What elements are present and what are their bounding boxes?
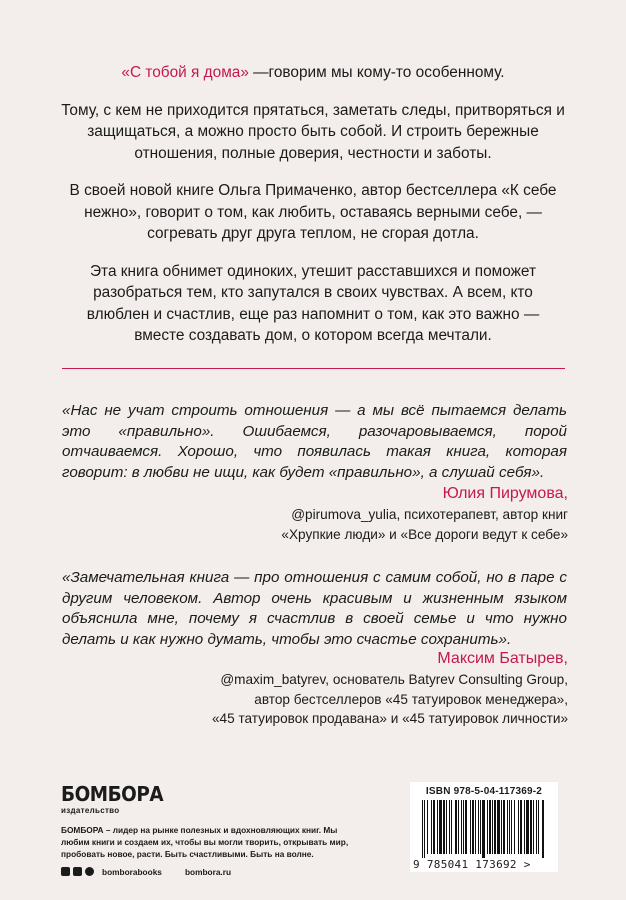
- barcode-bar: [458, 800, 459, 854]
- reviewer-info-2-line-1: @maxim_batyrev, основатель Batyrev Consulting Group,: [220, 672, 568, 687]
- reviewer-info-1-line-2: «Хрупкие люди» и «Все дороги ведут к себе»: [281, 526, 568, 542]
- barcode-bar: [478, 800, 479, 854]
- barcode-bar: [433, 800, 435, 854]
- barcode-bars: [422, 800, 546, 858]
- review-quote-1: «Нас не учат строить отношения — а мы всё пытаемся делать это «правильно». Ошибаемся, разочаровываемся, порой отчаиваемся. Хорошо, что появилась такая книга, которая говорит: в любви не ищи, как будет «правильно», а слушай себя».: [62, 402, 567, 481]
- barcode-bar: [470, 800, 471, 854]
- blurb-paragraph-3: В своей новой книге Ольга Примаченко, автор бестселлера «К себе нежно», говорит о том, как любить, оставаясь верными себе, — согревать друг друга теплом, не сгорая дотла.: [69, 182, 557, 242]
- barcode-bar: [520, 800, 522, 854]
- barcode-bar: [492, 800, 493, 854]
- publisher-description: БОМБОРА – лидер на рынке полезных и вдохновляющих книг. Мы любим книги и создаем их, чтобы вы могли творить, открывать мир, пробовать новое, расти. Быть счастливыми. Быть на волне.: [61, 825, 349, 860]
- barcode-bar: [507, 800, 508, 854]
- barcode-bar: [518, 800, 519, 854]
- barcode-bar: [524, 800, 525, 854]
- publisher-block: [61, 784, 361, 877]
- barcode-bar: [497, 800, 500, 854]
- barcode-bar: [494, 800, 496, 854]
- barcode-bar: [446, 800, 447, 854]
- barcode-bar: [475, 800, 476, 854]
- barcode-bar: [422, 800, 423, 858]
- barcode-bar: [465, 800, 467, 854]
- review-attribution-2: [212, 648, 568, 729]
- blurb-title-quote: «С тобой я дома»: [121, 64, 249, 81]
- reviewer-info-2-line-3: «45 татуировок продавана» и «45 татуировок личности»: [212, 711, 568, 726]
- review-quote-2: «Замечательная книга — про отношения с самим собой, но в паре с другим человеком. Автор очень красивым и жизненным языком объяснила мне, почему я счастлив в своей семье и что нужно делать и как нужно думать, чтобы это счастье сохранить».: [62, 569, 567, 648]
- barcode-bar: [461, 800, 462, 854]
- barcode-bar: [480, 800, 481, 854]
- barcode-bar: [451, 800, 452, 854]
- publisher-handle: bomborabooks: [102, 866, 162, 877]
- barcode-bar: [439, 800, 442, 854]
- blurb-paragraph-1: [60, 62, 566, 84]
- barcode-bar: [503, 800, 505, 854]
- barcode-bar: [542, 800, 544, 858]
- blurb-paragraph-4: Эта книга обнимет одиноких, утешит расставшихся и поможет разобраться тем, кто запутался в своих чувствах. А всем, кто влюблен и счастлив, еще раз напомнит о том, как это важно — вместе создавать дом, о котором всегда мечтали.: [86, 262, 540, 344]
- vk-icon: [61, 867, 70, 876]
- barcode-bar: [424, 800, 425, 858]
- barcode-number: 9 785041 173692 >: [413, 858, 531, 871]
- barcode-bar: [530, 800, 532, 854]
- barcode-bar: [526, 800, 529, 854]
- publisher-social: [61, 867, 361, 877]
- barcode-bar: [487, 800, 488, 854]
- publisher-site: bombora.ru: [184, 866, 232, 877]
- odnoklassniki-icon: [73, 867, 82, 876]
- barcode-bar: [427, 800, 428, 854]
- reviewer-info-2-line-2: автор бестселлеров «45 татуировок менеджера»,: [254, 691, 568, 707]
- telegram-icon: [85, 867, 94, 876]
- publisher-logo: БОМБОРА: [61, 782, 164, 806]
- barcode-bar: [443, 800, 445, 854]
- barcode-bar: [509, 800, 510, 854]
- barcode-bar: [431, 800, 432, 854]
- barcode-bar: [514, 800, 515, 854]
- barcode-bar: [536, 800, 537, 854]
- blurb-title-rest: —говорим мы кому-то особенному.: [248, 64, 505, 81]
- barcode-bar: [533, 800, 534, 854]
- barcode-bar: [472, 800, 474, 854]
- reviewer-name-2: Максим Батырев,: [437, 650, 568, 667]
- barcode-bar: [463, 800, 464, 854]
- barcode-bar: [489, 800, 491, 854]
- review-attribution-1: [281, 483, 568, 544]
- barcode-bar: [501, 800, 502, 854]
- barcode: [410, 782, 558, 872]
- barcode-bar: [437, 800, 438, 854]
- barcode-bar: [482, 800, 485, 858]
- barcode-bar: [449, 800, 450, 854]
- blurb: [60, 62, 566, 363]
- publisher-logo-subtitle: издательство: [61, 806, 120, 815]
- section-divider: [62, 368, 565, 369]
- reviewer-name-1: Юлия Пирумова,: [442, 485, 568, 502]
- barcode-bar: [455, 800, 457, 854]
- blurb-paragraph-2: Тому, с кем не приходится прятаться, заметать следы, притворяться и защищаться, а можно просто быть собой. И строить бережные отношения, полные доверия, честности и заботы.: [61, 101, 565, 162]
- reviewer-info-1-line-1: @pirumova_yulia, психотерапевт, автор книг: [291, 507, 568, 522]
- barcode-bar: [511, 800, 512, 854]
- isbn-label: ISBN 978-5-04-117369-2: [425, 786, 543, 797]
- barcode-bar: [538, 800, 539, 854]
